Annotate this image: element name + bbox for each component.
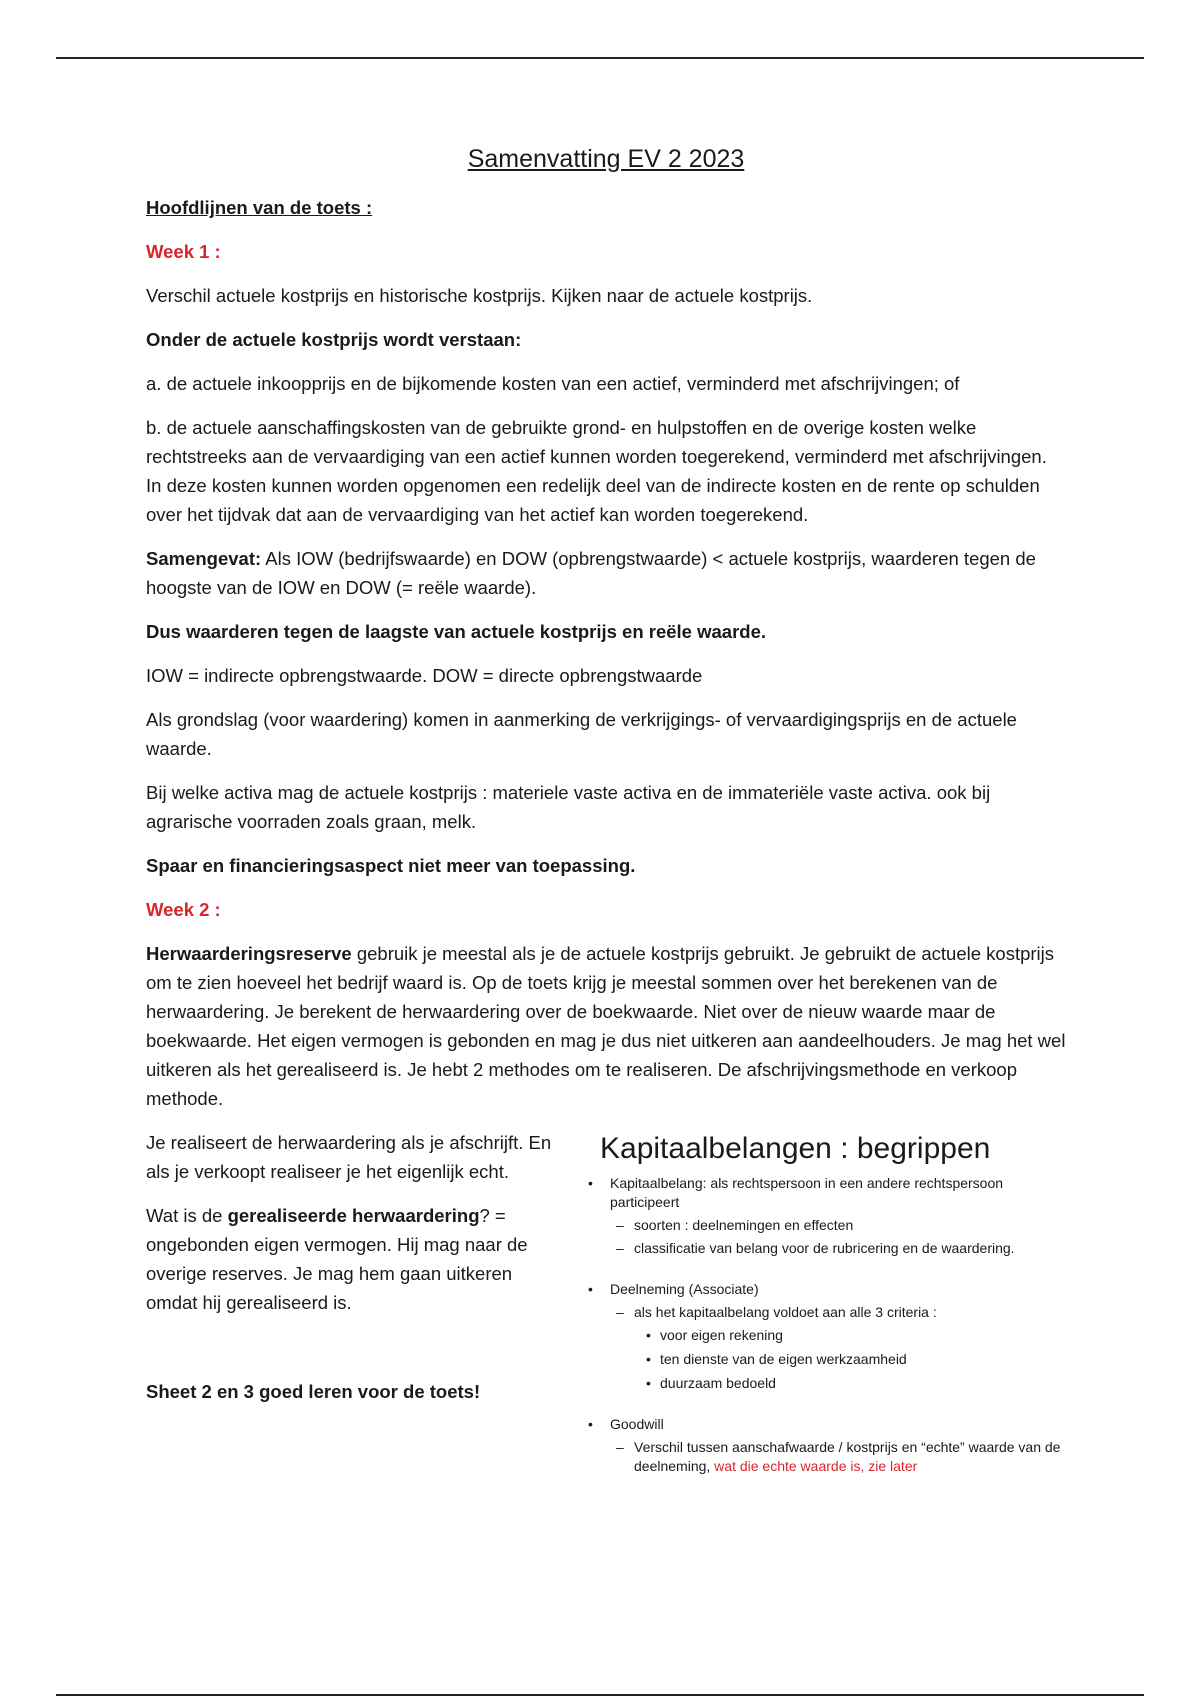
bullet-kapitaalbelang	[586, 1174, 1066, 1258]
sub-list	[610, 1438, 1066, 1476]
bullet-text: Kapitaalbelang: als rechtspersoon in een andere rechtspersoon participeert	[610, 1175, 1004, 1210]
paragraph-bold: Spaar en financieringsaspect niet meer van toepassing.	[146, 855, 636, 876]
paragraph: Als grondslag (voor waardering) komen in aanmerking de verkrijgings- of vervaardigingsprijs en de actuele waarde.	[146, 709, 1017, 759]
sub-item-text: als het kapitaalbelang voldoet aan alle 3 criteria :	[634, 1304, 937, 1320]
sub-list	[610, 1303, 1066, 1393]
page-title: Samenvatting EV 2 2023	[467, 145, 745, 173]
week-2-heading: Week 2 :	[146, 899, 221, 920]
sub-item	[610, 1438, 1066, 1476]
study-note: Sheet 2 en 3 goed leren voor de toets!	[146, 1381, 481, 1402]
sub-item	[610, 1303, 1066, 1393]
paragraph-bold: Dus waarderen tegen de laagste van actuele kostprijs en reële waarde.	[146, 621, 767, 642]
slide-bullet-list	[586, 1174, 1066, 1476]
paragraph: Bij welke activa mag de actuele kostprijs : materiele vaste activa en de immateriële vaste activa. ook bij agrarische voorraden zoals graan, melk.	[146, 782, 991, 832]
criteria-list	[634, 1326, 1066, 1393]
bullet-deelneming	[586, 1280, 1066, 1393]
paragraph: Je realiseert de herwaardering als je afschrijft. En als je verkoopt realiseer je het eigenlijk echt.	[146, 1132, 552, 1182]
criteria-item: • ten dienste van de eigen werkzaamheid	[634, 1350, 1066, 1369]
bullet-text: Deelneming (Associate)	[610, 1281, 759, 1297]
document-body	[146, 142, 1066, 1508]
bullet-text: Goodwill	[610, 1416, 664, 1432]
text-fragment: ? = ongebonden eigen vermogen. Hij mag naar de overige reserves. Je mag hem gaan uitkeren omdat hij gerealiseerd is.	[146, 1205, 528, 1313]
realized-label: gerealiseerde herwaardering	[227, 1205, 480, 1226]
paragraph-herwaardering	[146, 939, 1066, 1113]
top-rule	[56, 57, 1144, 59]
paragraph: a. de actuele inkoopprijs en de bijkomende kosten van een actief, verminderd met afschrijvingen; of	[146, 373, 960, 394]
two-column-section	[146, 1128, 1066, 1508]
slide-title: Kapitaalbelangen : begrippen	[600, 1132, 991, 1165]
week-1-heading: Week 1 :	[146, 241, 221, 262]
herwaardering-label: Herwaarderingsreserve	[146, 943, 352, 964]
herwaardering-text: gebruik je meestal als je de actuele kostprijs gebruikt. Je gebruikt de actuele kostprijs om te zien hoeveel het bedrijf waard is. Op de toets krijg je meestal sommen over het berekenen van de herwaardering. Je berekent de herwaardering over de boekwaarde. Niet over de nieuw waarde maar de boekwaarde. Het eigen vermogen is gebonden en mag je dus niet uitkeren aan aandeelhouders. Je mag het wel uitkeren als het gerealiseerd is. Je hebt 2 methodes om te realiseren. De afschrijvingsmethode en verkoop methode.	[146, 943, 1066, 1109]
left-column	[146, 1128, 566, 1421]
sub-list	[610, 1216, 1066, 1258]
bottom-rule	[56, 1694, 1144, 1696]
summary-text: Als IOW (bedrijfswaarde) en DOW (opbrengstwaarde) < actuele kostprijs, waarderen tegen de hoogste van de IOW en DOW (= reële waarde).	[146, 548, 1036, 598]
sub-item-red-note: wat die echte waarde is, zie later	[710, 1458, 918, 1474]
paragraph: Verschil actuele kostprijs en historische kostprijs. Kijken naar de actuele kostprijs.	[146, 285, 813, 306]
text-fragment: Wat is de	[146, 1205, 228, 1226]
sub-item: – classificatie van belang voor de rubricering en de waardering.	[610, 1239, 1066, 1258]
paragraph-summary	[146, 544, 1066, 602]
paragraph: IOW = indirecte opbrengstwaarde. DOW = directe opbrengstwaarde	[146, 665, 703, 686]
bullet-goodwill	[586, 1415, 1066, 1476]
spacer	[146, 1332, 566, 1377]
sub-item: – soorten : deelnemingen en effecten	[610, 1216, 1066, 1235]
sub-item-text: Verschil tussen aanschafwaarde / kostprijs en “echte” waarde van de deelneming,	[634, 1439, 1061, 1474]
paragraph-bold: Onder de actuele kostprijs wordt verstaan:	[146, 329, 522, 350]
summary-label: Samengevat:	[146, 548, 262, 569]
paragraph-realized	[146, 1201, 566, 1317]
criteria-item: • voor eigen rekening	[634, 1326, 1066, 1345]
paragraph: b. de actuele aanschaffingskosten van de gebruikte grond- en hulpstoffen en de overige kosten welke rechtstreeks aan de vervaardiging van een actief kunnen worden toegerekend, verminderd met afschrijvingen. In deze kosten kunnen worden opgenomen een redelijk deel van de indirecte kosten en de rente op schulden over het tijdvak dat aan de vervaardiging van het actief kan worden toegerekend.	[146, 417, 1047, 525]
slide-excerpt	[586, 1128, 1066, 1498]
criteria-item: • duurzaam bedoeld	[634, 1374, 1066, 1393]
section-heading: Hoofdlijnen van de toets :	[146, 197, 373, 218]
